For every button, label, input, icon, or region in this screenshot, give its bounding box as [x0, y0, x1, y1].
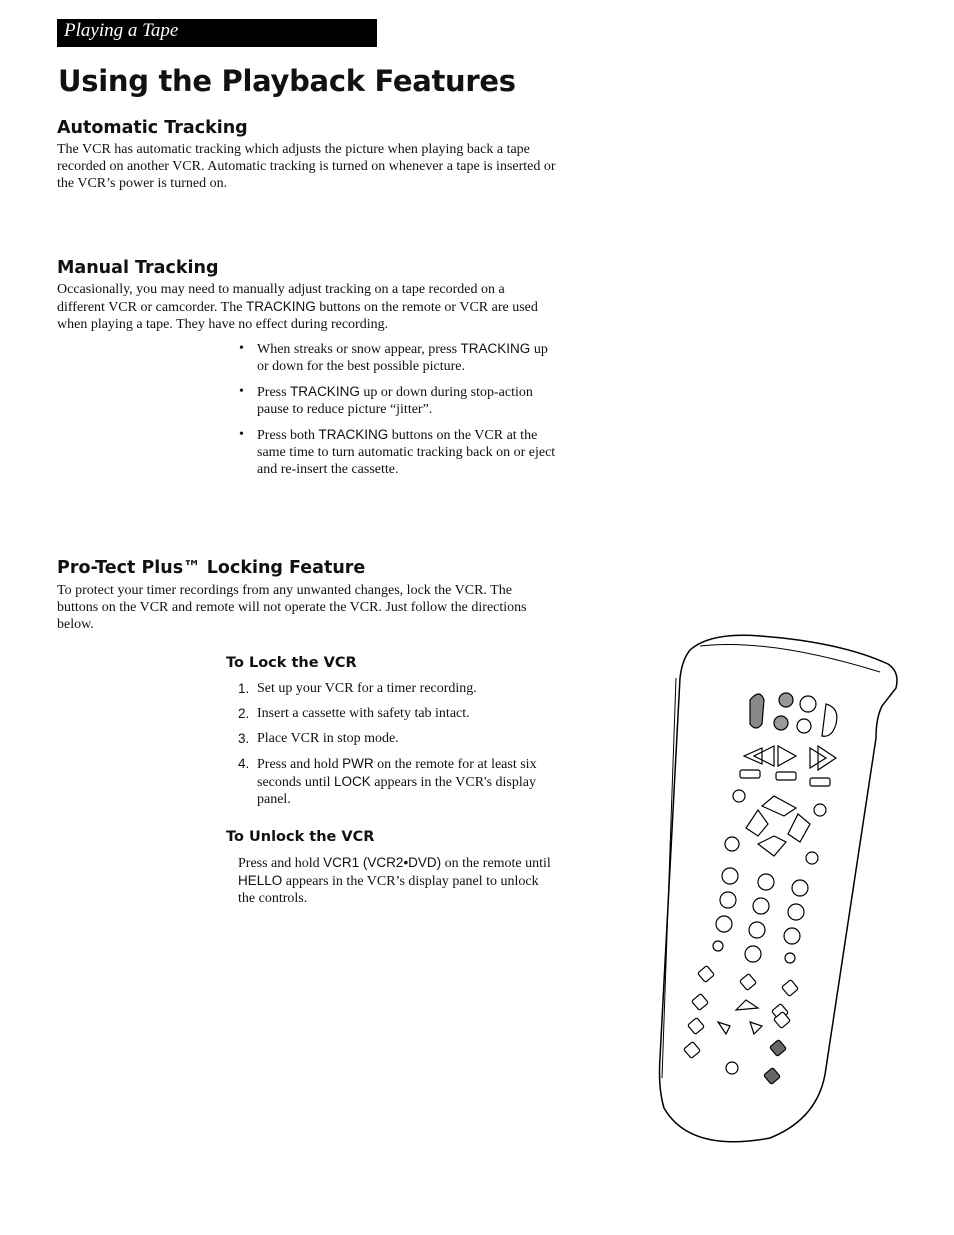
nav-up [762, 796, 796, 816]
body-text: Press and hold [238, 856, 324, 871]
function-button [684, 1042, 701, 1059]
pwr-indicator-icon [779, 693, 793, 707]
digit-button [716, 916, 732, 932]
function-button [688, 1018, 705, 1035]
digit-button [788, 904, 804, 920]
list-item [238, 730, 556, 747]
key-label-vcr1: VCR1 (VCR2•DVD) [323, 855, 442, 870]
list-item [238, 705, 556, 722]
search-icon [814, 804, 826, 816]
stop-button [776, 772, 796, 780]
key-label-tracking: TRACKING [290, 384, 360, 399]
go-back-icon [806, 852, 818, 864]
step-text: Place VCR in stop mode. [257, 731, 399, 746]
function-button [782, 980, 799, 997]
lock-heading: To Lock the VCR [226, 655, 357, 671]
automatic-tracking-heading: Automatic Tracking [57, 118, 248, 138]
reverse-button [770, 1040, 787, 1057]
fast-forward-icon [810, 746, 836, 770]
key-label-hello: HELLO [238, 873, 283, 888]
menu-button [725, 837, 739, 851]
info-icon [726, 1062, 738, 1074]
list-item [238, 383, 556, 418]
play-icon [778, 746, 796, 766]
body-text: appears in the VCR’s display panel to unlock the controls. [238, 874, 539, 906]
section-label: Playing a Tape [64, 20, 179, 41]
digit-button [784, 928, 800, 944]
digit-button [792, 880, 808, 896]
unlock-body [238, 854, 556, 907]
nav-left [746, 810, 768, 836]
step-text: on the remote for at least six seconds until [257, 757, 537, 790]
list-item [238, 755, 556, 808]
nav-up [736, 1000, 758, 1010]
tracking-tips-list [238, 340, 556, 486]
remote-inner-edge [662, 678, 676, 1078]
manual-tracking-heading: Manual Tracking [57, 258, 219, 278]
digit-button [722, 868, 738, 884]
small-button [713, 941, 723, 951]
nav-left [718, 1022, 730, 1034]
step-text: appears in the VCR's display panel. [257, 775, 536, 807]
function-button [692, 994, 709, 1011]
bullet-text: Press both [257, 428, 319, 443]
bullet-text: When streaks or snow appear, press [257, 342, 461, 357]
protect-body: To protect your timer recordings from any unwanted changes, lock the VCR. The buttons on the VCR and remote will not operate the VCR. Just follow the directions below. [57, 583, 527, 632]
function-button [698, 966, 715, 983]
rewind-icon [744, 746, 774, 766]
manual-tracking-body [57, 281, 552, 333]
key-label-tracking: TRACKING [460, 341, 531, 356]
unlock-heading: To Unlock the VCR [226, 829, 375, 845]
body-text: on the remote until [441, 856, 551, 871]
guide-icon [733, 790, 745, 802]
body-text: buttons on the remote or VCR are used when playing a tape. They have no effect during recording. [57, 300, 538, 332]
forward-button [764, 1068, 781, 1085]
list-item [238, 680, 556, 697]
function-button [740, 974, 757, 991]
nav-right [788, 814, 810, 842]
bullet-text: buttons on the VCR at the same time to turn automatic tracking back on or eject and re-insert the cassette. [257, 428, 556, 477]
digit-button [758, 874, 774, 890]
bullet-text: up or down for the best possible picture. [257, 342, 548, 374]
step-text: Press and hold [257, 757, 343, 772]
bullet-text: Press [257, 385, 291, 400]
digit-button [749, 922, 765, 938]
page-title: Using the Playback Features [58, 64, 516, 98]
pause-button [810, 778, 830, 786]
step-text: Insert a cassette with safety tab intact. [257, 706, 470, 721]
remote-control-illustration [650, 628, 900, 1148]
remote-body [660, 635, 898, 1141]
key-label-tracking: TRACKING [318, 427, 389, 442]
digit-button [720, 892, 736, 908]
list-item [238, 340, 556, 375]
nav-down [758, 836, 786, 856]
remote-edge [700, 644, 880, 672]
body-text: Occasionally, you may need to manually adjust tracking on a tape recorded on a different VCR or camcorder. The [57, 282, 505, 315]
automatic-tracking-body: The VCR has automatic tracking which adjusts the picture when playing back a tape recorded on another VCR. Automatic tracking is turned on whenever a tape is inserted or the VCR’s power is turned on. [57, 142, 556, 191]
digit-button [745, 946, 761, 962]
bullet-text: up or down during stop-action pause to reduce picture “jitter”. [257, 385, 533, 417]
small-button [785, 953, 795, 963]
key-label-lock: LOCK [334, 774, 371, 789]
device-button [774, 716, 788, 730]
record-button [740, 770, 760, 778]
nav-right [750, 1022, 762, 1034]
step-number: 1. [238, 681, 250, 696]
digit-button [753, 898, 769, 914]
lock-steps-list [238, 680, 556, 816]
step-text: Set up your VCR for a timer recording. [257, 681, 477, 696]
protect-heading: Pro-Tect Plus™ Locking Feature [57, 558, 366, 578]
section-tab [57, 19, 377, 47]
power-button [750, 694, 764, 728]
step-number: 4. [238, 756, 250, 771]
list-item [238, 426, 556, 478]
step-number: 2. [238, 706, 250, 721]
vcr-button [822, 704, 837, 736]
key-label-tracking: TRACKING [245, 299, 316, 314]
check-icon [800, 696, 816, 712]
step-number: 3. [238, 731, 250, 746]
key-label-pwr: PWR [342, 756, 374, 771]
device-button [797, 719, 811, 733]
